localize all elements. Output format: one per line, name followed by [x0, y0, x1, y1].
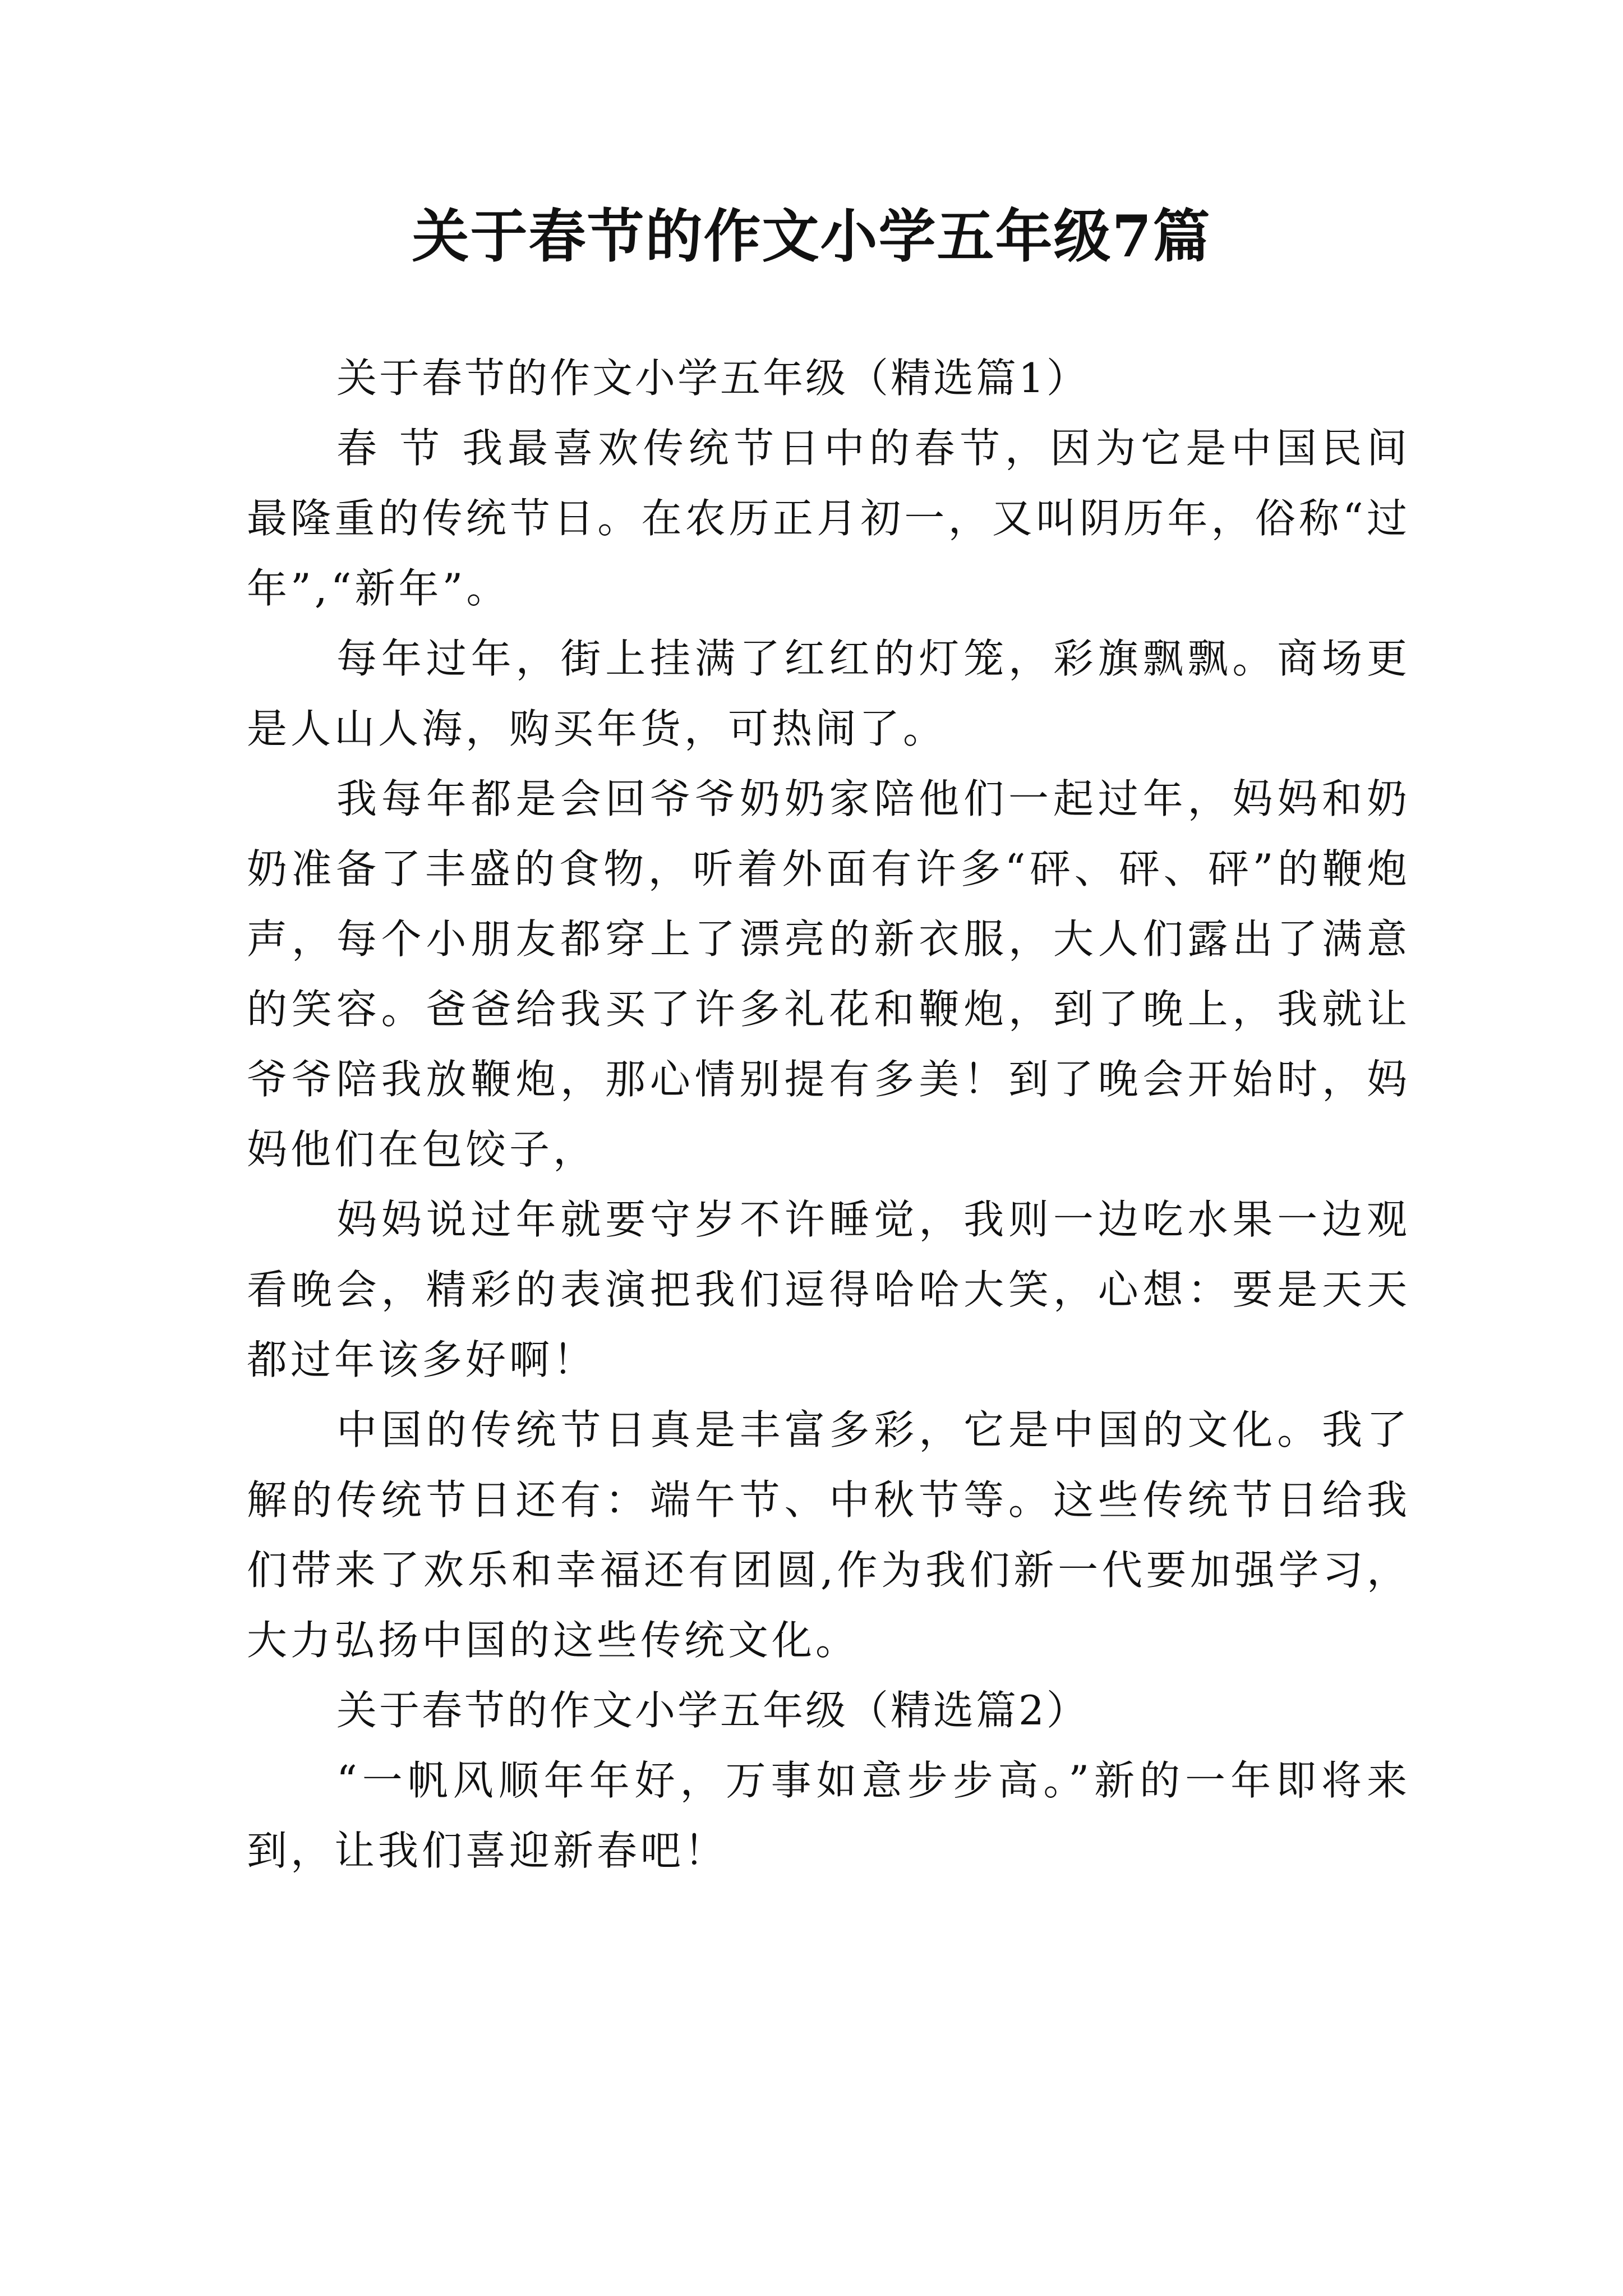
section-heading-2: 关于春节的作文小学五年级（精选篇2）: [336, 1687, 1089, 1734]
paragraph: 每年过年，街上挂满了红红的灯笼，彩旗飘飘。商场更是人山人海，购买年货，可热闹了。: [247, 635, 1410, 752]
paragraph: 妈妈说过年就要守岁不许睡觉，我则一边吃水果一边观看晚会，精彩的表演把我们逗得哈哈大笑，心想：要是天天都过年该多好啊！: [247, 1196, 1410, 1383]
section-heading-1: 关于春节的作文小学五年级（精选篇1）: [336, 355, 1089, 402]
document-title: 关于春节的作文小学五年级7篇: [412, 203, 1211, 270]
paragraph: 我每年都是会回爷爷奶奶家陪他们一起过年，妈妈和奶奶准备了丰盛的食物，听着外面有许多“砰、砰、砰”的鞭炮声，每个小朋友都穿上了漂亮的新衣服，大人们露出了满意的笑容。爸爸给我买了许多礼花和鞭炮，到了晚上，我就让爷爷陪我放鞭炮，那心情别提有多美！到了晚会开始时，妈妈他们在包饺子，: [247, 775, 1410, 1173]
paragraph: 春 节 我最喜欢传统节日中的春节，因为它是中国民间最隆重的传统节日。在农历正月初一，又叫阴历年，俗称“过年”,“新年”。: [247, 425, 1410, 612]
paragraph: 中国的传统节日真是丰富多彩，它是中国的文化。我了解的传统节日还有：端午节、中秋节等。这些传统节日给我们带来了欢乐和幸福还有团圆,作为我们新一代要加强学习，大力弘扬中国的这些传统文化。: [247, 1406, 1410, 1664]
document-body: [247, 343, 1410, 1886]
paragraph: “一帆风顺年年好，万事如意步步高。”新的一年即将来到，让我们喜迎新春吧！: [247, 1757, 1410, 1874]
